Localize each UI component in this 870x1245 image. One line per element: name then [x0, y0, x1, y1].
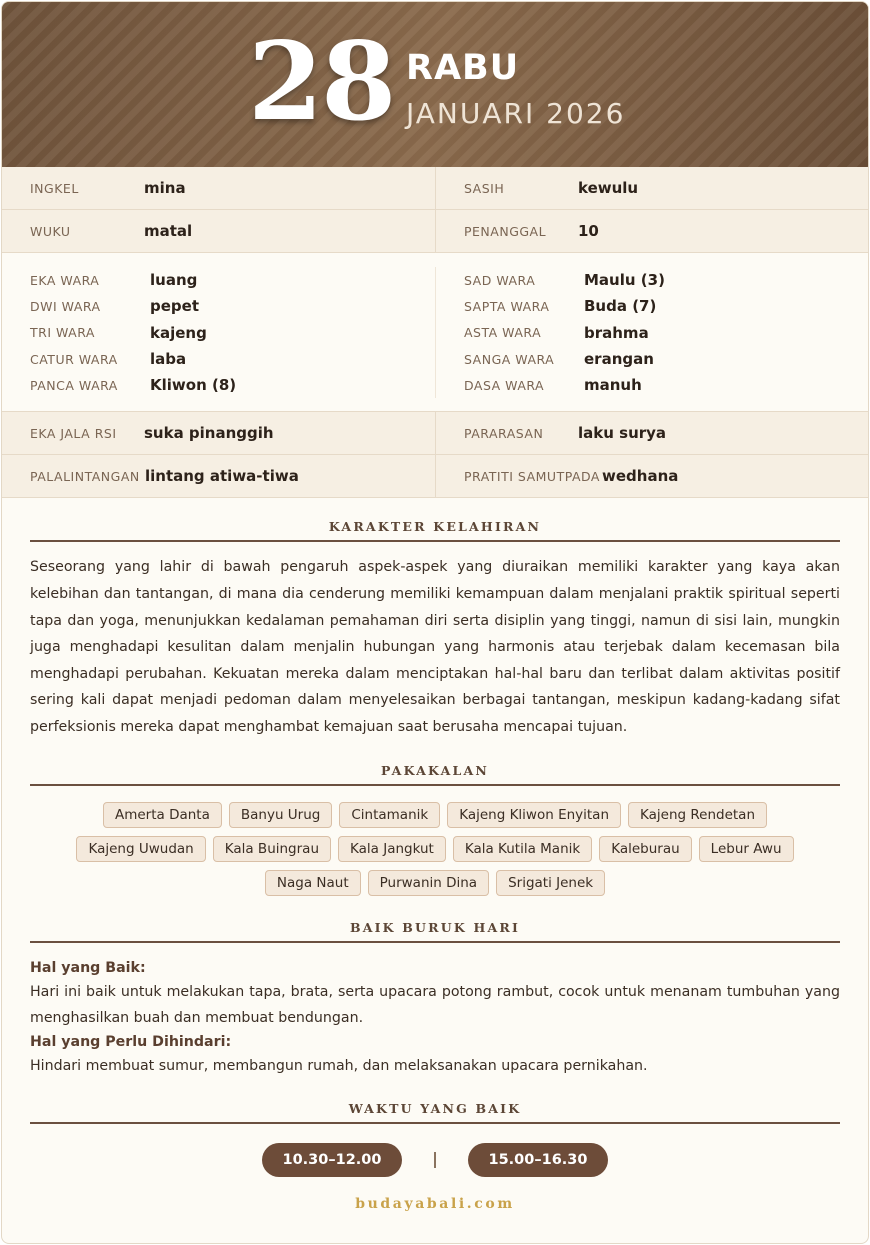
info-cell-wuku [2, 210, 435, 252]
wara-row [464, 346, 868, 372]
wara-value: kajeng [150, 323, 207, 342]
wara-label: SAPTA WARA [464, 298, 550, 314]
wara-value: pepet [150, 297, 199, 316]
pakakalan-tag: Banyu Urug [229, 802, 332, 828]
info-value: wedhana [602, 467, 679, 486]
info-label: PALALINTANGAN [30, 468, 140, 484]
section-waktu [2, 1101, 868, 1177]
section-divider [30, 1122, 840, 1124]
pakakalan-tag: Kajeng Uwudan [76, 836, 205, 862]
section-divider [30, 540, 840, 542]
wara-label: PANCA WARA [30, 377, 118, 393]
avoid-heading: Hal yang Perlu Dihindari: [30, 1033, 232, 1050]
wara-row [30, 267, 435, 293]
wara-value: Buda (7) [584, 297, 657, 316]
pakakalan-tag: Kala Buingrau [213, 836, 331, 862]
wara-label: DASA WARA [464, 377, 545, 393]
info-cell-palalintangan [2, 455, 435, 497]
wara-row [30, 372, 435, 398]
info-cell-ingkel [2, 167, 435, 209]
pakakalan-tag: Kajeng Rendetan [628, 802, 767, 828]
info-label: WUKU [30, 223, 71, 239]
info-value: lintang atiwa-tiwa [145, 467, 299, 486]
section-baik-buruk [2, 920, 868, 1079]
info-value: matal [144, 222, 193, 240]
info-value: suka pinanggih [144, 424, 274, 443]
avoid-text: Hindari membuat sumur, membangun rumah, dan melaksanakan upacara pernikahan. [30, 1057, 648, 1074]
section-title: WAKTU YANG BAIK [348, 1100, 522, 1116]
pakakalan-tag: Srigati Jenek [496, 870, 605, 896]
karakter-text: Seseorang yang lahir di bawah pengaruh aspek-aspek yang diuraikan memiliki karakter yang kaya akan kelebihan dan tantangan, di mana dia cenderung memiliki kemampuan dalam menjalani praktik spiritual seperti tapa dan yoga, menunjukkan kedalaman pemahaman diri serta disiplin yang tinggi, namun di sisi lain, mungkin juga menghadapi kesulitan dalam menjalin hubungan yang harmonis atau terjebak dalam kecemasan bila menghadapi perubahan. Kekuatan mereka dalam menciptakan hal-hal baru dan terlibat dalam aktivitas positif sering kali dapat menjadi pedoman dalam menyelesaikan berbagai tantangan, meskipun kadang-kadang sifat perfeksionis mereka dapat menghambat kemajuan saat berusaha mencapai tujuan. [30, 559, 840, 736]
pakakalan-tag: Kaleburau [599, 836, 691, 862]
wara-row [30, 293, 435, 319]
info-value: kewulu [578, 179, 639, 197]
day-number: 28 [248, 19, 395, 145]
wara-value: Maulu (3) [584, 271, 665, 290]
info-row [2, 412, 868, 455]
wara-label: ASTA WARA [464, 325, 542, 341]
time-slot-pill: 10.30–12.00 [262, 1143, 402, 1177]
time-slot-pill: 15.00–16.30 [468, 1143, 608, 1177]
date-header [2, 2, 868, 167]
section-pakakalan [2, 763, 868, 896]
section-karakter [2, 519, 868, 740]
wara-value: brahma [584, 323, 649, 342]
good-heading: Hal yang Baik: [30, 959, 146, 976]
info-value: laku surya [578, 424, 667, 443]
wara-label: TRI WARA [30, 325, 95, 341]
pakakalan-tag: Naga Naut [265, 870, 361, 896]
info-cell-eka-jala-rsi [2, 412, 435, 454]
info-label: SASIH [464, 180, 505, 196]
section-title: KARAKTER KELAHIRAN [328, 519, 542, 535]
info-label: PARARASAN [464, 425, 544, 441]
info-cell-pratiti-samutpada [435, 455, 868, 497]
info-label: PENANGGAL [464, 223, 547, 239]
wara-value: erangan [584, 350, 654, 369]
info-label: PRATITI SAMUTPADA [464, 468, 600, 484]
day-name: RABU [406, 48, 520, 88]
wara-label: EKA WARA [30, 272, 100, 288]
wara-row [30, 320, 435, 346]
wara-row [464, 293, 868, 319]
info-cell-pararasan [435, 412, 868, 454]
wara-label: DWI WARA [30, 298, 101, 314]
info-label: INGKEL [30, 180, 79, 196]
time-separator [434, 1152, 436, 1168]
time-slots [2, 1143, 868, 1177]
wara-value: luang [150, 271, 198, 290]
wara-label: CATUR WARA [30, 351, 118, 367]
pakakalan-tag: Amerta Danta [103, 802, 222, 828]
info-cell-penanggal [435, 210, 868, 252]
info-row [2, 167, 868, 210]
info-row [2, 455, 868, 498]
wara-value: Kliwon (8) [150, 376, 237, 395]
wara-column-right [435, 267, 868, 398]
month-year: JANUARI 2026 [406, 97, 626, 130]
section-title: PAKAKALAN [380, 762, 489, 778]
wara-row [30, 346, 435, 372]
info-row [2, 210, 868, 253]
section-title: BAIK BURUK HARI [349, 919, 521, 935]
good-text: Hari ini baik untuk melakukan tapa, brata, serta upacara potong rambut, cocok untuk menanam tumbuhan yang menghasilkan buah dan membuat bendungan. [30, 983, 840, 1026]
wara-value: manuh [584, 376, 642, 395]
wara-label: SANGA WARA [464, 351, 555, 367]
pakakalan-tag: Cintamanik [339, 802, 440, 828]
footer-site: budayabali.com [355, 1195, 515, 1212]
wara-column-left [2, 267, 435, 398]
info-value: 10 [578, 222, 599, 240]
info-label: EKA JALA RSI [30, 425, 117, 441]
pakakalan-tag: Kajeng Kliwon Enyitan [447, 802, 621, 828]
wara-label: SAD WARA [464, 272, 536, 288]
pakakalan-tag: Lebur Awu [699, 836, 794, 862]
pakakalan-tag: Kala Jangkut [338, 836, 446, 862]
wara-value: laba [150, 350, 187, 369]
pakakalan-tag: Purwanin Dina [368, 870, 489, 896]
wara-row [464, 372, 868, 398]
wara-row [464, 267, 868, 293]
wara-row [464, 320, 868, 346]
info-cell-sasih [435, 167, 868, 209]
section-divider [30, 941, 840, 943]
section-divider [30, 784, 840, 786]
pakakalan-tags [35, 802, 835, 896]
wara-table [2, 253, 868, 412]
pakakalan-tag: Kala Kutila Manik [453, 836, 592, 862]
info-value: mina [144, 179, 186, 197]
calendar-card [1, 1, 869, 1244]
